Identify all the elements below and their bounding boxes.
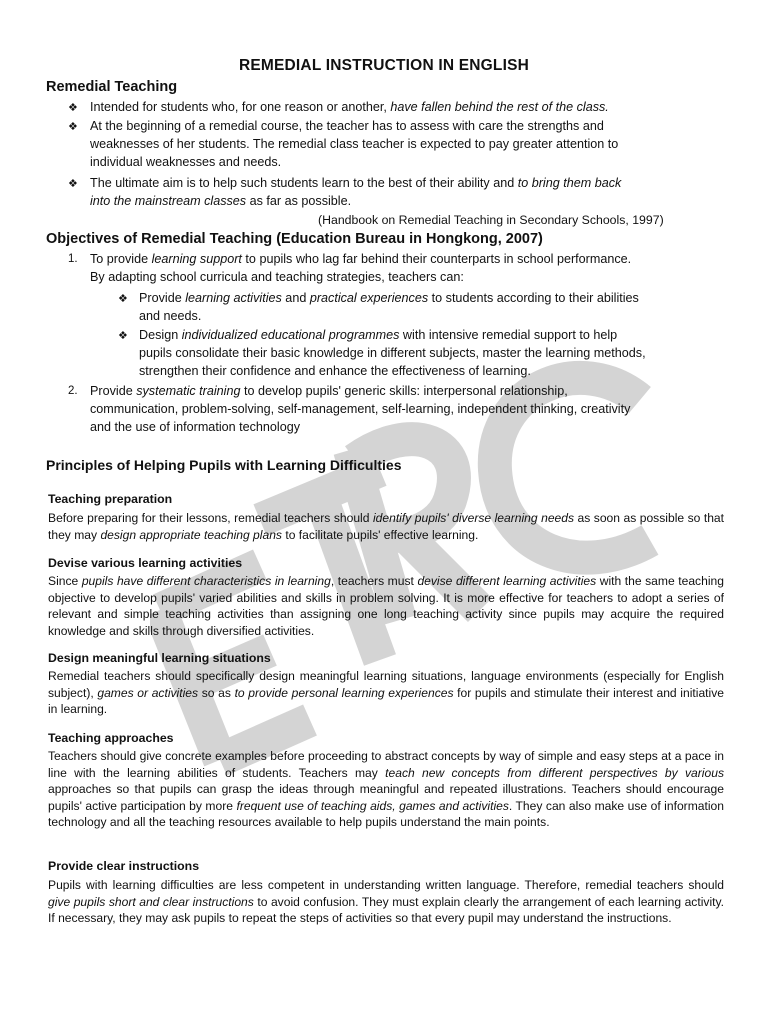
citation: (Handbook on Remedial Teaching in Secondary Schools, 1997) [318, 213, 664, 227]
list-item-line: communication, problem-solving, self-management, self-learning, independent thinking, creativity [90, 402, 631, 416]
list-item: To provide learning support to pupils who lag far behind their counterparts in school performance. [90, 252, 632, 266]
section-heading-objectives: Objectives of Remedial Teaching (Education Bureau in Hongkong, 2007) [46, 231, 543, 247]
bullet-icon: ❖ [68, 121, 78, 133]
bullet-icon: ❖ [118, 330, 128, 342]
list-item: Provide systematic training to develop pupils' generic skills: interpersonal relationship, [90, 384, 568, 398]
list-item-line: and the use of information technology [90, 420, 301, 434]
sub-bullet-item-line: and needs. [139, 309, 202, 323]
paragraph-learning-situations: Remedial teachers should specifically design meaningful learning situations, language environments (especially for English subject), games or activities so as to provide personal learning experiences for pupils and stimulate their interest and initiative in learning. [48, 669, 724, 716]
subheading-teaching-approaches: Teaching approaches [48, 731, 174, 745]
bullet-icon: ❖ [118, 293, 128, 305]
sub-bullet-item-line: strengthen their confidence and enhance the effectiveness of learning. [139, 364, 531, 378]
list-item-line: By adapting school curricula and teaching strategies, teachers can: [90, 270, 464, 284]
document-title: REMEDIAL INSTRUCTION IN ENGLISH [238, 57, 530, 74]
subheading-teaching-preparation: Teaching preparation [48, 492, 173, 506]
bullet-item-line: into the mainstream classes as far as possible. [90, 194, 352, 208]
paragraph-teaching-approaches: Teachers should give concrete examples before proceeding to abstract concepts by way of simple and easy steps at a pace in line with the learning abilities of students. Teachers may teach new concepts from different perspectives by various approaches so that pupils can grasp the ideas through meaningful and repeated illustrations. Teachers should encourage pupils' active participation by more frequent use of teaching aids, games and activities. They can also make use of information technology and all the teaching resources available to help pupils understand the main points. [48, 749, 724, 829]
paragraph-clear-instructions: Pupils with learning difficulties are less competent in understanding written language. Therefore, remedial teachers should give pupils short and clear instructions to avoid confusion. They must explain clearly the arrangement of each learning activity. If necessary, they may ask pupils to repeat the steps of activities so that every pupil may understand the instructions. [48, 878, 724, 925]
bullet-item: Intended for students who, for one reason or another, have fallen behind the rest of the class. [90, 100, 609, 114]
bullet-item-line: individual weaknesses and needs. [90, 155, 282, 169]
list-number: 2. [68, 385, 78, 397]
paragraph-learning-activities: Since pupils have different characteristics in learning, teachers must devise different learning activities with the same teaching objective to develop pupils' varied abilities and skills in problem solving. It is more effective for teachers to adopt a series of relevant and simple teaching activities than assigning one long teaching activity since pupils may acquire the required knowledge and skills through diversified activities. [48, 574, 724, 638]
list-number: 1. [68, 253, 78, 265]
bullet-item-line: weaknesses of her students. The remedial class teacher is expected to pay greater attention to [90, 137, 619, 151]
bullet-icon: ❖ [68, 178, 78, 190]
bullet-icon: ❖ [68, 102, 78, 114]
paragraph-teaching-preparation: Before preparing for their lessons, remedial teachers should identify pupils' diverse learning needs as soon as possible so that they may design appropriate teaching plans to facilitate pupils' effective learning. [48, 511, 725, 542]
section-heading-remedial-teaching: Remedial Teaching [46, 79, 178, 95]
sub-bullet-item: Provide learning activities and practical experiences to students according to their abilities [139, 291, 639, 305]
section-heading-principles: Principles of Helping Pupils with Learning Difficulties [46, 457, 402, 473]
sub-bullet-item: Design individualized educational programmes with intensive remedial support to help [139, 328, 618, 342]
subheading-learning-situations: Design meaningful learning situations [48, 651, 271, 665]
sub-bullet-item-line: pupils consolidate their basic knowledge in different subjects, master the learning methods, [139, 346, 646, 360]
bullet-item-line: At the beginning of a remedial course, the teacher has to assess with care the strengths and [90, 119, 604, 133]
subheading-learning-activities: Devise various learning activities [48, 556, 243, 570]
subheading-clear-instructions: Provide clear instructions [48, 859, 200, 873]
bullet-item: The ultimate aim is to help such students learn to the best of their ability and to bring them back [90, 176, 622, 190]
